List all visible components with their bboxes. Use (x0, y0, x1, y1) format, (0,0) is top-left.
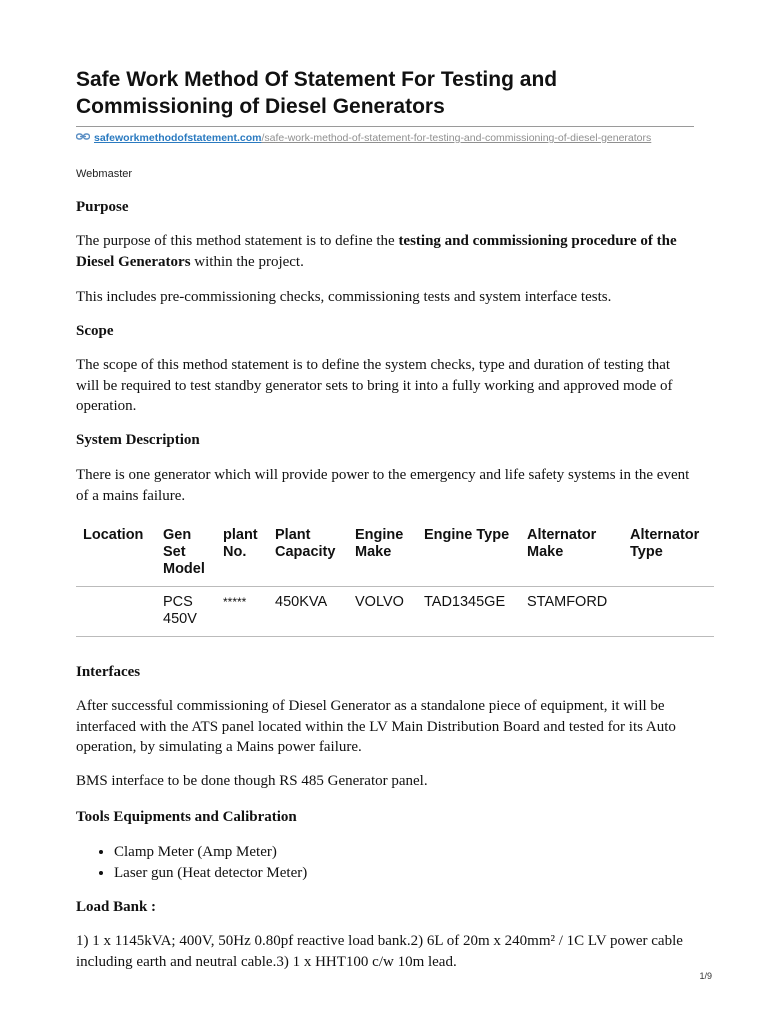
table-header-row (76, 522, 714, 587)
table-header-cell: Plant Capacity (275, 527, 336, 560)
tools-heading: Tools Equipments and Calibration (76, 809, 297, 825)
table-cell: 450KVA (275, 594, 328, 610)
table-header-cell: Alternator Make (527, 527, 597, 560)
page-title: Safe Work Method Of Statement For Testing and Commissioning of Diesel Generators (76, 68, 558, 118)
table-cell: TAD1345GE (424, 594, 506, 610)
generator-table (76, 522, 714, 637)
title-divider (76, 126, 694, 127)
list-item: • Clamp Meter (Amp Meter) (114, 842, 307, 863)
purpose-paragraph-2: This includes pre-commissioning checks, commissioning tests and system interface tests. (76, 289, 612, 305)
purpose-heading: Purpose (76, 199, 129, 215)
table-header-cell: Engine Type (424, 527, 510, 543)
table-header-cell: Alternator Type (630, 527, 700, 560)
scope-paragraph: The scope of this method statement is to define the system checks, type and duration of testing that will be required to test standby generator sets to bring it into a fully working and approved mode of operation. (76, 357, 673, 414)
table-cell: PCS 450V (163, 594, 197, 627)
source-path-link[interactable]: /safe-work-method-of-statement-for-testing-and-commissioning-of-diesel-generators (261, 132, 652, 144)
interfaces-paragraph: After successful commissioning of Diesel Generator as a standalone piece of equipment, it will be interfaced with the ATS panel located within the LV Main Distribution Board and tested for its Auto operation, by simulating a Mains power failure. (76, 698, 676, 755)
table-cell: VOLVO (355, 594, 404, 610)
purpose-text-start: The purpose of this method statement is to define the (76, 233, 399, 249)
author: Webmaster (76, 168, 133, 180)
purpose-text-bold: testing and commissioning procedure of the Diesel Generators (76, 233, 677, 270)
table-header-cell: Location (83, 527, 144, 543)
purpose-text-end: within the project. (190, 253, 304, 270)
table-header-cell: Gen Set Model (163, 527, 205, 577)
table-header-cell: plant No. (223, 527, 258, 560)
interfaces-paragraph-2: BMS interface to be done though RS 485 Generator panel. (76, 773, 428, 789)
table-cell (76, 587, 156, 637)
load-bank-heading: Load Bank : (76, 899, 157, 915)
link-icon (76, 131, 90, 142)
page-number: 1/9 (699, 971, 712, 981)
table-cell: STAMFORD (527, 594, 608, 610)
purpose-paragraph (76, 231, 696, 272)
tools-list (76, 842, 307, 883)
table-cell (623, 587, 714, 637)
table-cell: ***** (223, 595, 247, 609)
table-header-cell: Engine Make (355, 527, 404, 560)
table-row (76, 587, 714, 637)
scope-heading: Scope (76, 323, 114, 339)
source-url[interactable] (76, 131, 696, 145)
interfaces-heading: Interfaces (76, 664, 141, 680)
load-bank-paragraph: 1) 1 x 1145kVA; 400V, 50Hz 0.80pf reactive load bank.2) 6L of 20m x 240mm² / 1C LV power cable including earth and neutral cable.3) 1 x HHT100 c/w 10m lead. (76, 933, 683, 970)
source-domain-link[interactable]: safeworkmethodofstatement.com (94, 132, 262, 144)
system-description-paragraph: There is one generator which will provide power to the emergency and life safety systems in the event of a mains failure. (76, 467, 690, 504)
list-item: • Laser gun (Heat detector Meter) (114, 863, 307, 884)
system-description-heading: System Description (76, 432, 200, 448)
